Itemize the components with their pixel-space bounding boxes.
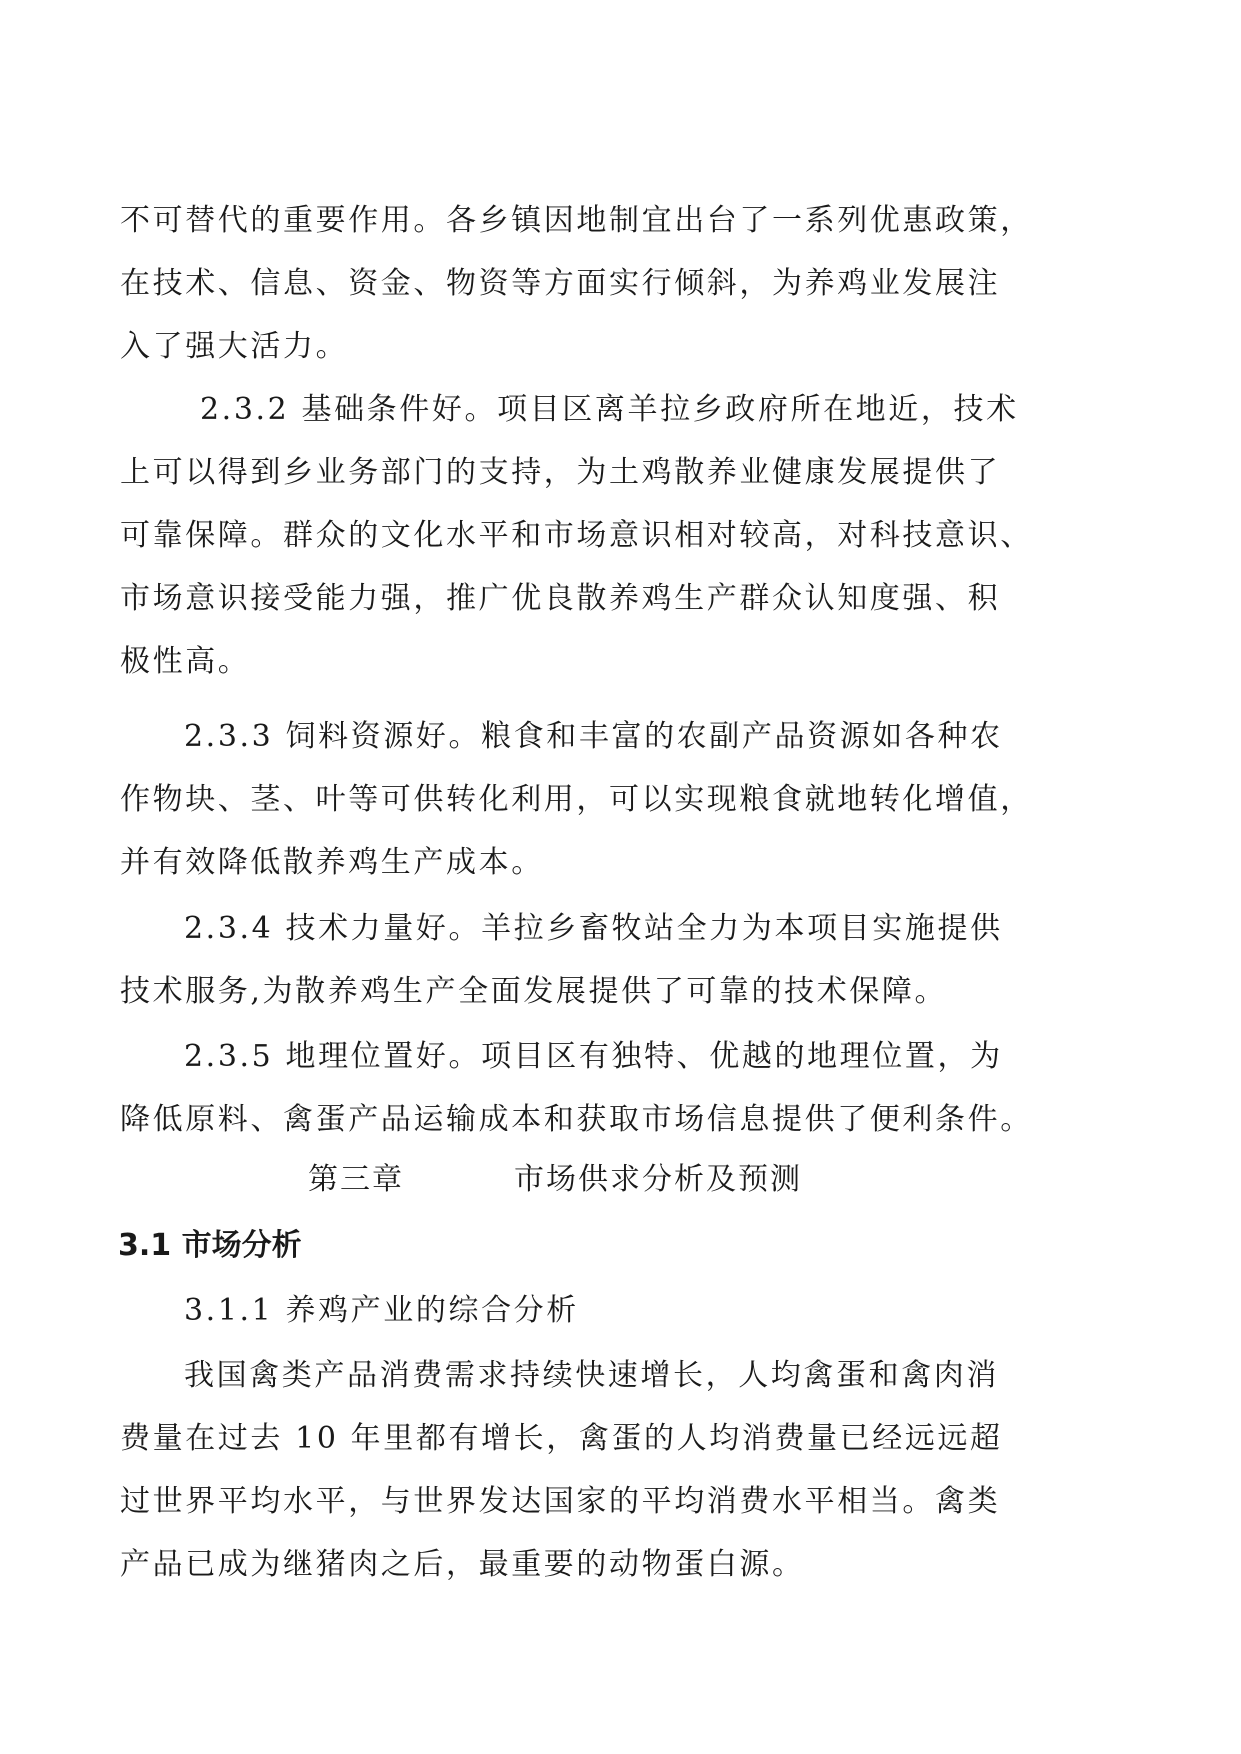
paragraph-line: 降低原料、禽蛋产品运输成本和获取市场信息提供了便利条件。	[120, 1102, 1033, 1137]
subsection-heading: 3.1.1 养鸡产业的综合分析	[184, 1293, 579, 1328]
paragraph-line: 产品已成为继猪肉之后，最重要的动物蛋白源。	[120, 1547, 805, 1582]
paragraph-line: 可靠保障。群众的文化水平和市场意识相对较高，对科技意识、	[120, 518, 1033, 553]
paragraph-line: 极性高。	[120, 644, 251, 679]
chapter-number: 第三章	[308, 1162, 404, 1197]
paragraph-line: 上可以得到乡业务部门的支持，为土鸡散养业健康发展提供了	[120, 455, 1001, 490]
paragraph-line: 2.3.3 饲料资源好。粮食和丰富的农副产品资源如各种农	[184, 719, 1003, 754]
paragraph-line: 技术服务,为散养鸡生产全面发展提供了可靠的技术保障。	[120, 974, 948, 1009]
paragraph-line: 并有效降低散养鸡生产成本。	[120, 845, 544, 880]
paragraph-line: 入了强大活力。	[120, 329, 349, 364]
paragraph-line: 2.3.4 技术力量好。羊拉乡畜牧站全力为本项目实施提供	[184, 911, 1003, 946]
paragraph-line: 市场意识接受能力强，推广优良散养鸡生产群众认知度强、积	[120, 581, 1001, 616]
paragraph-line: 我国禽类产品消费需求持续快速增长，人均禽蛋和禽肉消	[184, 1358, 999, 1393]
paragraph-line: 在技术、信息、资金、物资等方面实行倾斜，为养鸡业发展注	[120, 266, 1001, 301]
paragraph-line: 费量在过去 10 年里都有增长，禽蛋的人均消费量已经远远超	[120, 1421, 1003, 1456]
paragraph-line: 2.3.5 地理位置好。项目区有独特、优越的地理位置，为	[184, 1039, 1003, 1074]
chapter-title: 市场供求分析及预测	[514, 1162, 802, 1197]
paragraph-line: 作物块、茎、叶等可供转化利用，可以实现粮食就地转化增值，	[120, 782, 1033, 817]
paragraph-line: 不可替代的重要作用。各乡镇因地制宜出台了一系列优惠政策，	[120, 203, 1033, 238]
section-heading: 3.1 市场分析	[118, 1228, 302, 1263]
paragraph-line: 过世界平均水平，与世界发达国家的平均消费水平相当。禽类	[120, 1484, 1001, 1519]
paragraph-line: 2.3.2 基础条件好。项目区离羊拉乡政府所在地近，技术	[200, 392, 1019, 427]
